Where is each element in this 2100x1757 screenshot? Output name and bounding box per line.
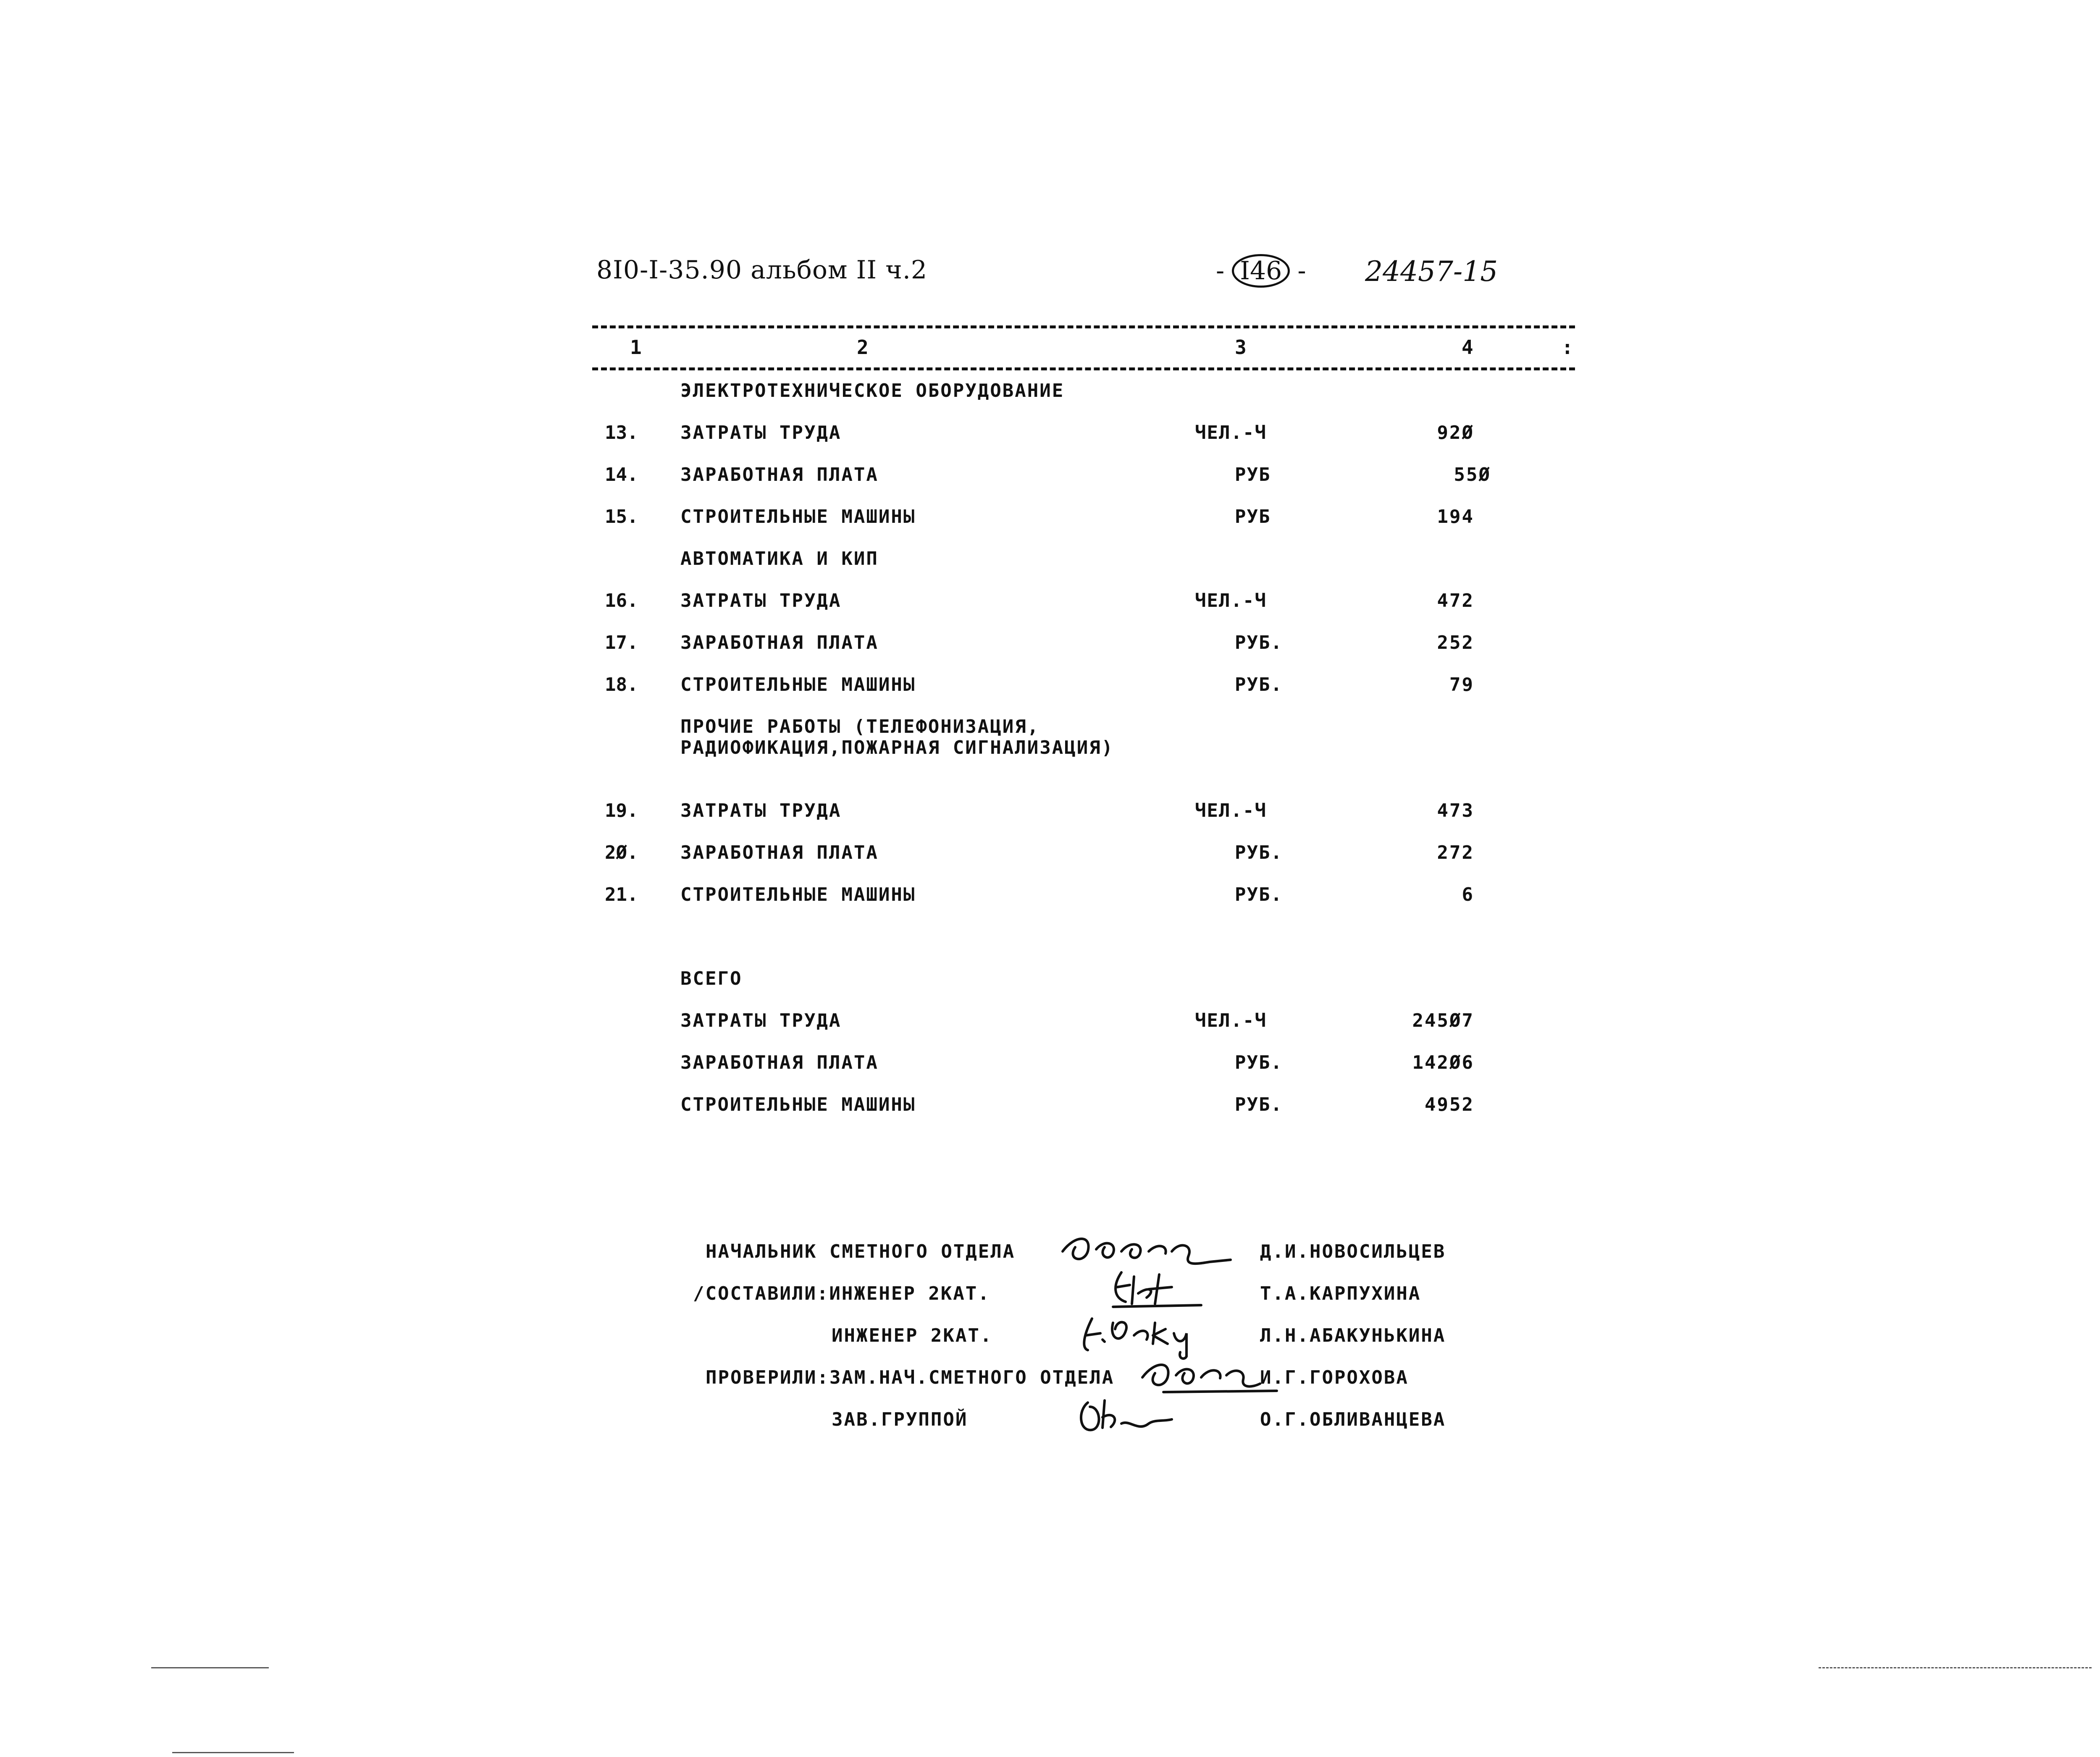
table-row xyxy=(0,590,2100,615)
table-row xyxy=(0,884,2100,909)
table-row xyxy=(0,464,2100,489)
scan-artifact-line xyxy=(172,1752,294,1753)
row-unit: ЧЕЛ.-Ч xyxy=(1195,422,1267,443)
row-unit: ЧЕЛ.-Ч xyxy=(1195,1010,1267,1031)
row-number: 19. xyxy=(605,800,638,821)
row-name: ЗАТРАТЫ ТРУДА xyxy=(680,590,842,611)
row-number: 14. xyxy=(605,464,638,485)
row-number: 13. xyxy=(605,422,638,443)
section-title-other-line1: ПРОЧИЕ РАБОТЫ (ТЕЛЕФОНИЗАЦИЯ, xyxy=(680,716,1040,737)
document-code: 8I0-I-35.90 альбом II ч.2 xyxy=(596,255,928,285)
row-value: 473 xyxy=(1437,800,1474,821)
column-header-2: 2 xyxy=(857,336,869,359)
column-header-colon: : xyxy=(1562,336,1573,359)
row-unit: РУБ. xyxy=(1235,842,1283,863)
signature-name-checked: И.Г.ГОРОХОВА xyxy=(1260,1367,1409,1388)
column-header-3: 3 xyxy=(1235,336,1247,359)
column-header-1: 1 xyxy=(630,336,642,359)
section-title-electrical: ЭЛЕКТРОТЕХНИЧЕСКОЕ ОБОРУДОВАНИЕ xyxy=(680,380,1065,401)
signature-role-group-head: ЗАВ.ГРУППОЙ xyxy=(832,1409,968,1430)
handwritten-signature xyxy=(1058,1226,1235,1272)
table-row xyxy=(0,800,2100,825)
row-value: 6 xyxy=(1462,884,1474,905)
row-value: 472 xyxy=(1437,590,1474,611)
row-name: СТРОИТЕЛЬНЫЕ МАШИНЫ xyxy=(680,506,916,527)
section-title-automation: АВТОМАТИКА И КИП xyxy=(680,548,879,569)
row-number: 16. xyxy=(605,590,638,611)
table-row xyxy=(0,632,2100,657)
row-name: СТРОИТЕЛЬНЫЕ МАШИНЫ xyxy=(680,1094,916,1115)
signature-name-compiled: Т.А.КАРПУХИНА xyxy=(1260,1283,1421,1304)
row-value: 142Ø6 xyxy=(1412,1052,1474,1073)
page-number-block xyxy=(1216,254,1306,288)
row-value: 252 xyxy=(1437,632,1474,653)
total-row xyxy=(0,1010,2100,1035)
scan-artifact-line xyxy=(151,1667,269,1668)
row-name: ЗАРАБОТНАЯ ПЛАТА xyxy=(680,1052,879,1073)
total-title: ВСЕГО xyxy=(680,968,743,989)
page-dash-left: - xyxy=(1216,256,1225,286)
row-unit: ЧЕЛ.-Ч xyxy=(1195,800,1267,821)
row-name: ЗАРАБОТНАЯ ПЛАТА xyxy=(680,842,879,863)
table-row xyxy=(0,674,2100,699)
row-unit: РУБ. xyxy=(1235,1094,1283,1115)
inventory-number: 24457-15 xyxy=(1365,255,1498,288)
row-value: 4952 xyxy=(1425,1094,1474,1115)
handwritten-signature xyxy=(1105,1268,1214,1310)
row-value: 272 xyxy=(1437,842,1474,863)
section-title-other-line2: РАДИОФИКАЦИЯ,ПОЖАРНАЯ СИГНАЛИЗАЦИЯ) xyxy=(680,737,1114,758)
row-unit: РУБ. xyxy=(1235,1052,1283,1073)
table-header-rule xyxy=(592,367,1575,370)
row-unit: РУБ xyxy=(1235,464,1271,485)
table-row xyxy=(0,506,2100,531)
row-name: СТРОИТЕЛЬНЫЕ МАШИНЫ xyxy=(680,884,916,905)
total-row xyxy=(0,1094,2100,1119)
page-dash-right: - xyxy=(1297,256,1306,286)
row-unit: РУБ. xyxy=(1235,632,1283,653)
row-name: ЗАРАБОТНАЯ ПЛАТА xyxy=(680,464,879,485)
signature-role-head: НАЧАЛЬНИК СМЕТНОГО ОТДЕЛА xyxy=(706,1241,1016,1262)
table-row xyxy=(0,842,2100,867)
signature-role-compiled: /СОСТАВИЛИ:ИНЖЕНЕР 2КАТ. xyxy=(693,1283,990,1304)
signature-role-engineer: ИНЖЕНЕР 2КАТ. xyxy=(832,1325,993,1346)
row-name: ЗАТРАТЫ ТРУДА xyxy=(680,422,842,443)
row-unit: РУБ xyxy=(1235,506,1271,527)
scan-artifact-line xyxy=(1819,1667,2092,1668)
row-name: ЗАРАБОТНАЯ ПЛАТА xyxy=(680,632,879,653)
row-value: 194 xyxy=(1437,506,1474,527)
row-unit: РУБ. xyxy=(1235,884,1283,905)
table-row xyxy=(0,422,2100,447)
page-number: I46 xyxy=(1232,254,1290,288)
total-row xyxy=(0,1052,2100,1077)
table-top-rule xyxy=(592,325,1575,328)
handwritten-signature xyxy=(1075,1394,1184,1440)
row-number: 18. xyxy=(605,674,638,695)
handwritten-signature xyxy=(1138,1352,1289,1398)
row-name: СТРОИТЕЛЬНЫЕ МАШИНЫ xyxy=(680,674,916,695)
signature-role-checked: ПРОВЕРИЛИ:ЗАМ.НАЧ.СМЕТНОГО ОТДЕЛА xyxy=(706,1367,1115,1388)
row-unit: ЧЕЛ.-Ч xyxy=(1195,590,1267,611)
row-value: 92Ø xyxy=(1437,422,1474,443)
signature-name-group-head: О.Г.ОБЛИВАНЦЕВА xyxy=(1260,1409,1446,1430)
row-value: 55Ø xyxy=(1454,464,1491,485)
row-number: 21. xyxy=(605,884,638,905)
row-unit: РУБ. xyxy=(1235,674,1283,695)
row-number: 17. xyxy=(605,632,638,653)
row-name: ЗАТРАТЫ ТРУДА xyxy=(680,800,842,821)
row-number: 15. xyxy=(605,506,638,527)
signature-name-head: Д.И.НОВОСИЛЬЦЕВ xyxy=(1260,1241,1446,1262)
row-name: ЗАТРАТЫ ТРУДА xyxy=(680,1010,842,1031)
signature-name-engineer: Л.Н.АБАКУНЬКИНА xyxy=(1260,1325,1446,1346)
row-value: 245Ø7 xyxy=(1412,1010,1474,1031)
row-value: 79 xyxy=(1449,674,1474,695)
row-number: 2Ø. xyxy=(605,842,638,863)
column-header-4: 4 xyxy=(1462,336,1473,359)
